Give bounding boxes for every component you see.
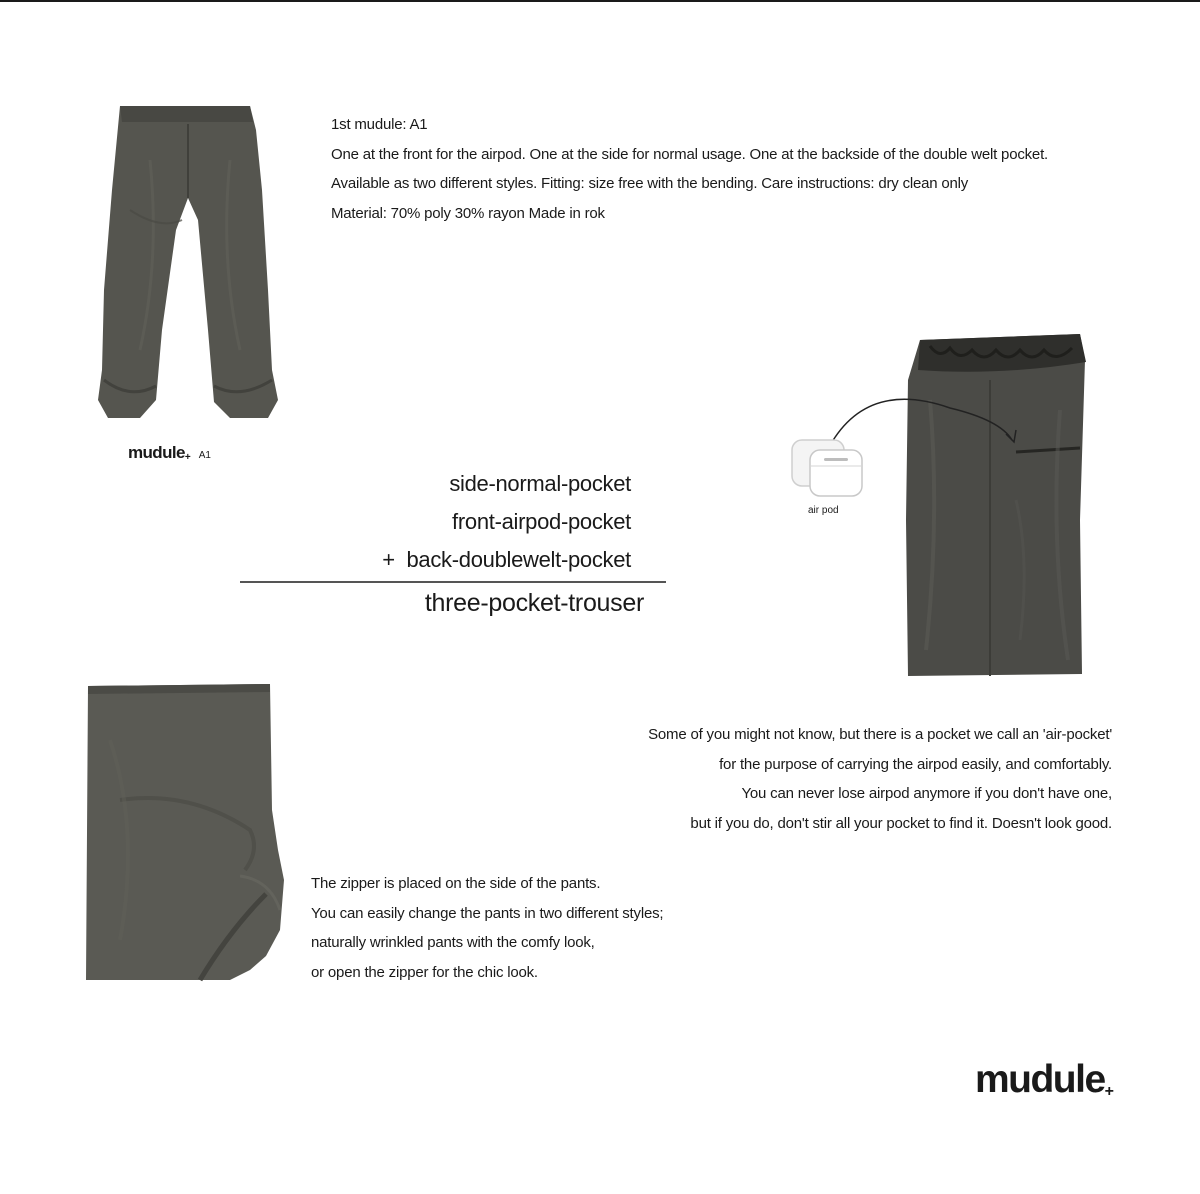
spec-line: Available as two different styles. Fitting: size free with the bending. Care instructions: dry clean only: [331, 175, 969, 192]
spec-line: 1st mudule: A1: [331, 116, 428, 133]
paragraph-line: You can never lose airpod anymore if you don't have one,: [741, 785, 1112, 802]
trousers-front-photo: [90, 100, 290, 430]
paragraph-line: Some of you might not know, but there is a pocket we call an 'air-pocket': [648, 726, 1112, 743]
zipper-description: [311, 869, 791, 987]
air-pocket-description: [512, 720, 1112, 838]
brand-plus: +: [184, 452, 191, 463]
pocket-formula: [240, 465, 666, 623]
brand-name: mudule: [128, 443, 185, 462]
paragraph-line: for the purpose of carrying the airpod easily, and comfortably.: [719, 755, 1112, 773]
spec-description: [331, 110, 1131, 228]
top-border: [0, 0, 1200, 2]
airpod-label: air pod: [808, 505, 839, 516]
brand-logo-large: [975, 1058, 1114, 1102]
brand-logo-small: [128, 443, 211, 463]
formula-item: side-normal-pocket: [449, 471, 631, 496]
formula-item: + back-doublewelt-pocket: [382, 547, 631, 572]
brand-plus: +: [1104, 1083, 1114, 1100]
model-code: A1: [198, 450, 211, 461]
paragraph-line: but if you do, don't stir all your pocket to find it. Doesn't look good.: [690, 814, 1112, 832]
paragraph-line: or open the zipper for the chic look.: [311, 963, 538, 981]
spec-line: Material: 70% poly 30% rayon Made in rok: [331, 204, 605, 222]
spec-line: One at the front for the airpod. One at the side for normal usage. One at the backside of the double welt pocket.: [331, 145, 1049, 163]
brand-name: mudule: [974, 1058, 1105, 1101]
formula-total: three-pocket-trouser: [424, 589, 644, 617]
zipper-detail-photo: [80, 680, 290, 990]
formula-item: front-airpod-pocket: [452, 509, 631, 534]
paragraph-line: The zipper is placed on the side of the pants.: [311, 875, 601, 892]
paragraph-line: naturally wrinkled pants with the comfy look,: [311, 934, 595, 951]
paragraph-line: You can easily change the pants in two different styles;: [311, 904, 664, 922]
airpod-pocket-illustration: [780, 320, 1125, 680]
